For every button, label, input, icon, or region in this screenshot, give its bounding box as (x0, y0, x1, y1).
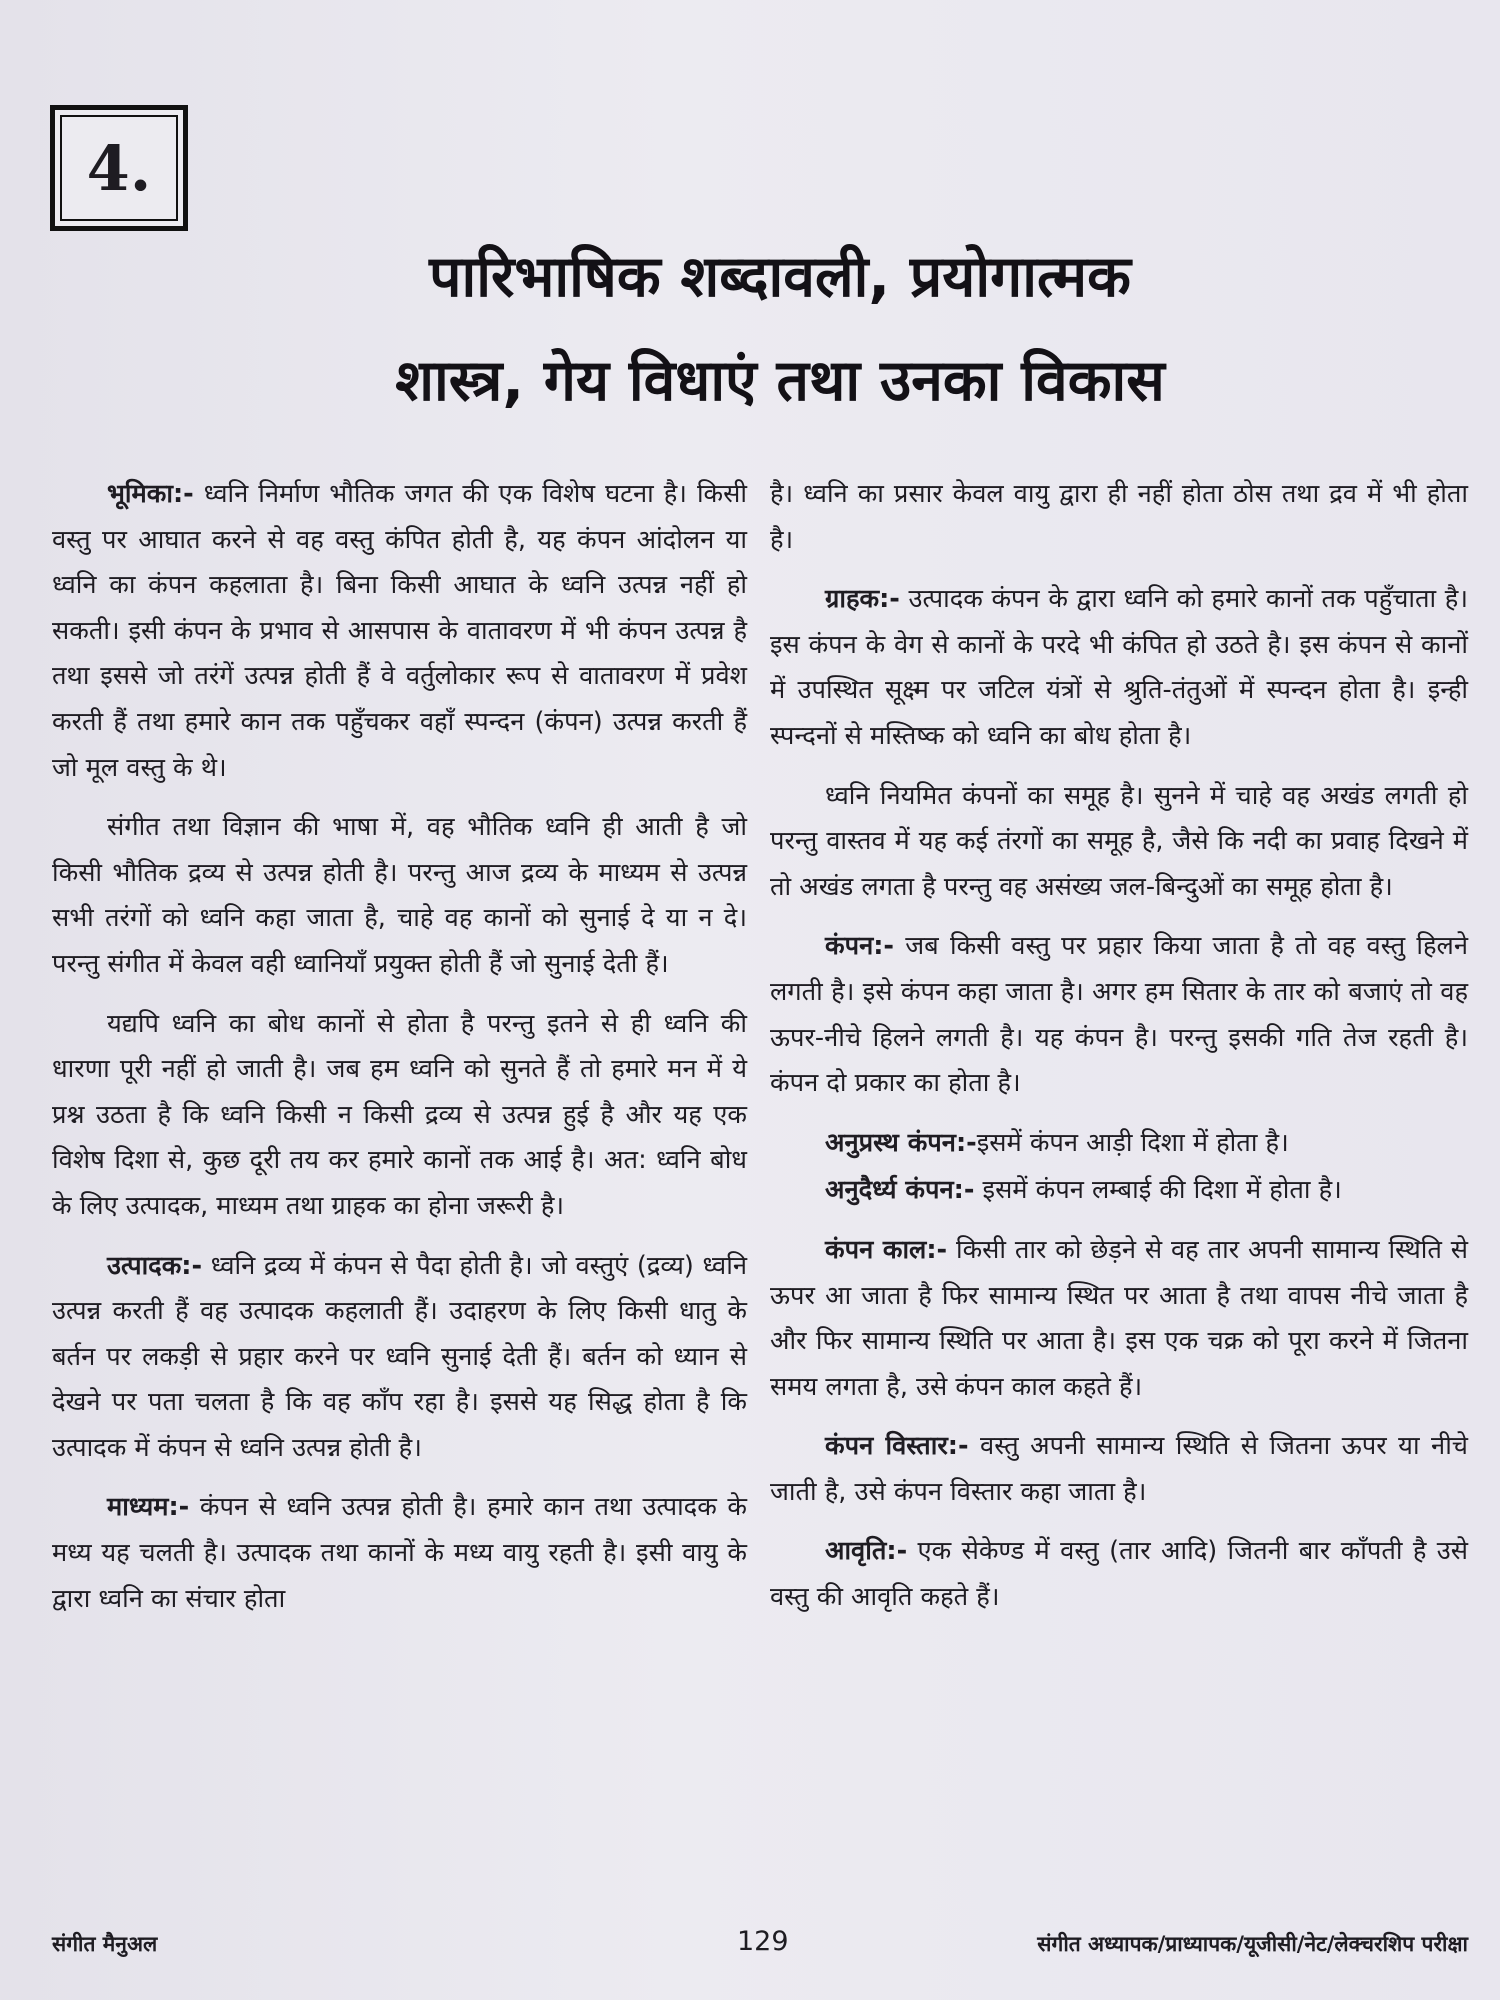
chapter-number: 4. (60, 115, 178, 221)
paragraph-text: ध्वनि नियमित कंपनों का समूह है। सुनने में चाहे वह अखंड लगती हो परन्तु वास्तव में यह कई तंरगों का समूह है, जैसे कि नदी का प्रवाह दिखने में तो अखंड लगता है परन्तु वह असंख्य जल-बिन्दुओं का समूह होता है। (770, 780, 1468, 902)
chapter-title (200, 225, 1360, 433)
footer-exam-title: संगीत अध्यापक/प्राध्यापक/यूजीसी/नेट/लेक्चरशिप परीक्षा (1037, 1932, 1468, 1956)
paragraph (770, 924, 1468, 1106)
paragraph-text: एक सेकेण्ड में वस्तु (तार आदि) जितनी बार काँपती है उसे वस्तु की आवृति कहते हैं। (770, 1536, 1468, 1613)
term: उत्पादक:- (107, 1250, 203, 1281)
chapter-title-line-2: शास्त्र, गेय विधाएं तथा उनका विकास (395, 348, 1165, 414)
term: कंपन विस्तार:- (825, 1431, 969, 1462)
paragraph-text: किसी तार को छेड़ने से वह तार अपनी सामान्य स्थिति से ऊपर आ जाता है फिर सामान्य स्थित पर आता है तथा वापस नीचे जाता है और फिर सामान्य स्थिति पर आता है। इस एक चक्र को पूरा करने में जितना समय लगता है, उसे कंपन काल कहते हैं। (770, 1234, 1468, 1402)
term: आवृति:- (825, 1536, 908, 1567)
paragraph (52, 805, 747, 987)
paragraph-text: ध्वनि द्रव्य में कंपन से पैदा होती है। जो वस्तुएं (द्रव्य) ध्वनि उत्पन्न करती हैं वह उत्पादक कहलाती हैं। उदाहरण के लिए किसी धातु के बर्तन पर लकड़ी से प्रहार करने पर ध्वनि सुनाई देती हैं। बर्तन को ध्यान से देखने पर पता चलता है कि वह काँप रहा है। इससे यह सिद्ध होता है कि उत्पादक में कंपन से ध्वनि उत्पन्न होती है। (52, 1250, 747, 1463)
term: कंपन काल:- (825, 1234, 948, 1265)
term: भूमिका:- (107, 479, 194, 509)
paragraph-text: है। ध्वनि का प्रसार केवल वायु द्वारा ही नहीं होता ठोस तथा द्रव में भी होता है। (770, 479, 1468, 555)
term: अनुदैर्ध्य कंपन:- (825, 1175, 975, 1206)
paragraph (770, 1168, 1468, 1214)
paragraph-text: वस्तु अपनी सामान्य स्थिति से जितना ऊपर या नीचे जाती है, उसे कंपन विस्तार कहा जाता है। (770, 1431, 1468, 1507)
paragraph (52, 472, 747, 791)
paragraph-text: जब किसी वस्तु पर प्रहार किया जाता है तो वह वस्तु हिलने लगती है। इसे कंपन कहा जाता है। अगर हम सितार के तार को बजाएं तो वह ऊपर-नीचे हिलने लगती है। यह कंपन है। परन्तु इसकी गति तेज रहती है। कंपन दो प्रकार का होता है। (770, 931, 1468, 1099)
paragraph (52, 1485, 747, 1622)
paragraph-text: इसमें कंपन लम्बाई की दिशा में होता है। (974, 1175, 1342, 1206)
paragraph-text: कंपन से ध्वनि उत्पन्न होती है। हमारे कान तथा उत्पादक के मध्य यह चलती है। उत्पादक तथा कानों के मध्य वायु रहती है। इसी वायु के द्वारा ध्वनि का संचार होता (52, 1492, 747, 1614)
chapter-number-box (50, 105, 188, 231)
paragraph-text: उत्पादक कंपन के द्वारा ध्वनि को हमारे कानों तक पहुँचाता है। इस कंपन के वेग से कानों के परदे भी कंपित हो उठते है। इस कंपन से कानों में उपस्थित सूक्ष्म पर जटिल यंत्रों से श्रुति-तंतुओं में स्पन्दन होता है। इन्ही स्पन्दनों से मस्तिष्क को ध्वनि का बोध होता है। (770, 584, 1468, 751)
term: ग्राहक:- (825, 584, 900, 615)
paragraph (770, 577, 1468, 759)
chapter-title-line-1: पारिभाषिक शब्दावली, प्रयोगात्मक (429, 244, 1131, 310)
footer-book-title: संगीत मैनुअल (52, 1932, 158, 1956)
term: अनुप्रस्थ कंपन:- (825, 1127, 977, 1158)
paragraph (52, 1244, 747, 1472)
paragraph (770, 1228, 1468, 1410)
paragraph-text: ध्वनि निर्माण भौतिक जगत की एक विशेष घटना है। किसी वस्तु पर आघात करने से वह वस्तु कंपित होती है, यह कंपन आंदोलन या ध्वनि का कंपन कहलाता है। बिना किसी आघात के ध्वनि उत्पन्न नहीं हो सकती। इसी कंपन के प्रभाव से आसपास के वातावरण में भी कंपन उत्पन्न है तथा इससे जो तरंगें उत्पन्न होती हैं वे वर्तुलोकार रूप से वातावरण में प्रवेश करती हैं तथा हमारे कान तक पहुँचकर वहाँ स्पन्दन (कंपन) उत्पन्न करती हैं जो मूल वस्तु के थे। (52, 479, 747, 783)
paragraph (52, 1002, 747, 1230)
term: कंपन:- (825, 931, 895, 962)
right-column (770, 472, 1468, 1635)
paragraph (770, 1424, 1468, 1515)
paragraph (770, 472, 1468, 563)
paragraph-text: संगीत तथा विज्ञान की भाषा में, वह भौतिक ध्वनि ही आती है जो किसी भौतिक द्रव्य से उत्पन्न होती है। परन्तु आज द्रव्य के माध्यम से उत्पन्न सभी तरंगों को ध्वनि कहा जाता है, चाहे वह कानों को सुनाई दे या न दे। परन्तु संगीत में केवल वही ध्वानियाँ प्रयुक्त होती हैं जो सुनाई देती हैं। (52, 812, 747, 979)
page-number: 129 (737, 1926, 789, 1957)
left-column (52, 472, 747, 1636)
paragraph-text: इसमें कंपन आड़ी दिशा में होता है। (976, 1127, 1289, 1158)
paragraph (770, 1529, 1468, 1620)
paragraph-text: यद्यपि ध्वनि का बोध कानों से होता है परन्तु इतने से ही ध्वनि की धारणा पूरी नहीं हो जाती है। जब हम ध्वनि को सुनते हैं तो हमारे मन में ये प्रश्न उठता है कि ध्वनि किसी न किसी द्रव्य से उत्पन्न हुई है और यह एक विशेष दिशा से, कुछ दूरी तय कर हमारे कानों तक आई है। अत: ध्वनि बोध के लिए उत्पादक, माध्यम तथा ग्राहक का होना जरूरी है। (52, 1008, 747, 1221)
page-footer (52, 1926, 1468, 1970)
term: माध्यम:- (107, 1492, 190, 1523)
paragraph (770, 774, 1468, 911)
paragraph (770, 1121, 1468, 1167)
